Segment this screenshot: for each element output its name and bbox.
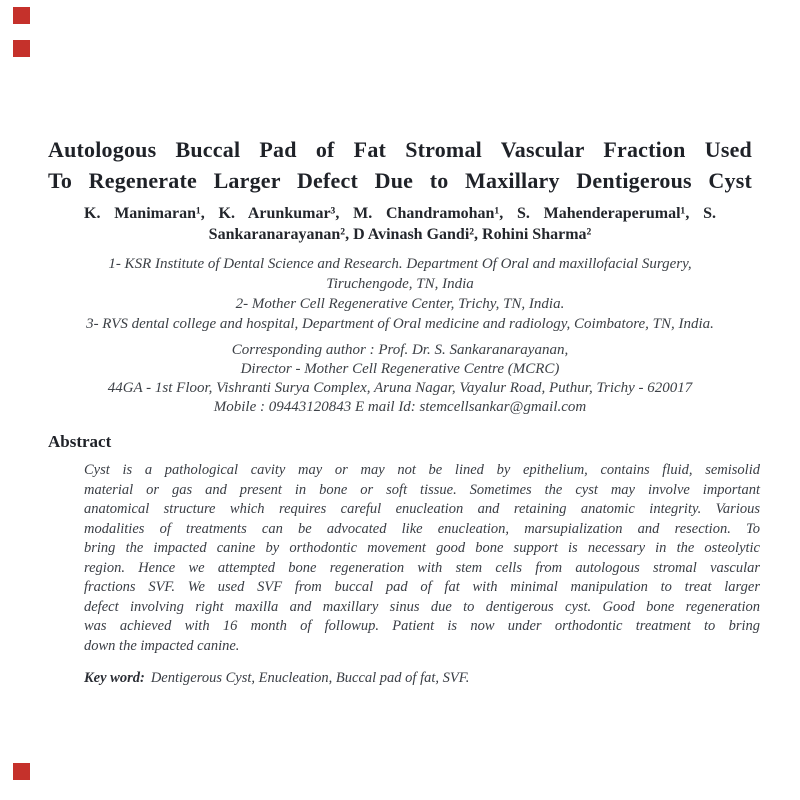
abstract-line-4: modalities of treatments can be advocated like enucleation, marsupialization and resection. To [84,520,760,537]
red-square-marker-top-2 [13,40,30,57]
title-line-2: To Regenerate Larger Defect Due to Maxillary Dentigerous Cyst [48,168,752,193]
keywords-label: Key word: [84,670,145,686]
authors [84,203,716,245]
affiliation-line-1: 1- KSR Institute of Dental Science and Research. Department Of Oral and maxillofacial Surgery, [108,256,692,272]
abstract-heading: Abstract [48,432,112,451]
affiliation-line-2: Tiruchengode, TN, India [326,276,474,292]
abstract-line-7: fractions SVF. We used SVF from buccal pad of fat with minimal manipulation to treat larger [84,579,760,595]
authors-line-1: K. Manimaran¹, K. Arunkumar³, M. Chandramohan¹, S. Mahenderaperumal¹, S. [84,205,716,222]
correspondence-line-2: Director - Mother Cell Regenerative Centre (MCRC) [240,361,560,377]
abstract-line-10: down the impacted canine. [84,637,240,654]
keywords-text: Dentigerous Cyst, Enucleation, Buccal pad of fat, SVF. [150,670,470,686]
keywords-line [84,668,760,688]
correspondence-line-3: 44GA - 1st Floor, Vishranti Surya Complex, Aruna Nagar, Vayalur Road, Puthur, Trichy - 620017 [107,380,693,396]
red-square-marker-top-1 [13,7,30,24]
affiliation-line-3: 2- Mother Cell Regenerative Center, Trichy, TN, India. [235,296,565,312]
title-line-1: Autologous Buccal Pad of Fat Stromal Vascular Fraction Used [48,137,752,162]
red-square-marker-bottom [13,763,30,780]
affiliation-line-4: 3- RVS dental college and hospital, Department of Oral medicine and radiology, Coimbatore, TN, India. [86,316,714,332]
abstract-line-8: defect involving right maxilla and maxillary sinus due to dentigerous cyst. Good bone regeneration [84,598,760,615]
authors-line-2: Sankaranarayanan², D Avinash Gandi², Rohini Sharma² [208,226,592,243]
affiliations [18,254,782,334]
paper-title [48,134,752,196]
abstract-line-2: material or gas and present in bone or soft tissue. Sometimes the cyst may involve important [84,481,760,498]
abstract-line-1: Cyst is a pathological cavity may or may not be lined by epithelium, contains fluid, semisolid [84,462,760,478]
abstract-line-5: bring the impacted canine by orthodontic movement good bone support is necessary in the osteolytic [84,540,760,556]
abstract-line-6: region. Hence we attempted bone regeneration with stem cells from autologous stromal vascular [84,559,760,576]
correspondence-line-1: Corresponding author : Prof. Dr. S. Sankaranarayanan, [231,342,569,358]
abstract-body [84,461,760,656]
correspondence [18,341,782,417]
abstract-line-9: was achieved with 16 month of followup. Patient is now under orthodontic treatment to bring [84,618,760,634]
abstract-line-3: anatomical structure which requires careful enucleation and retaining anatomic integrity. Various [84,501,760,517]
correspondence-line-4: Mobile : 09443120843 E mail Id: stemcellsankar@gmail.com [213,399,587,415]
